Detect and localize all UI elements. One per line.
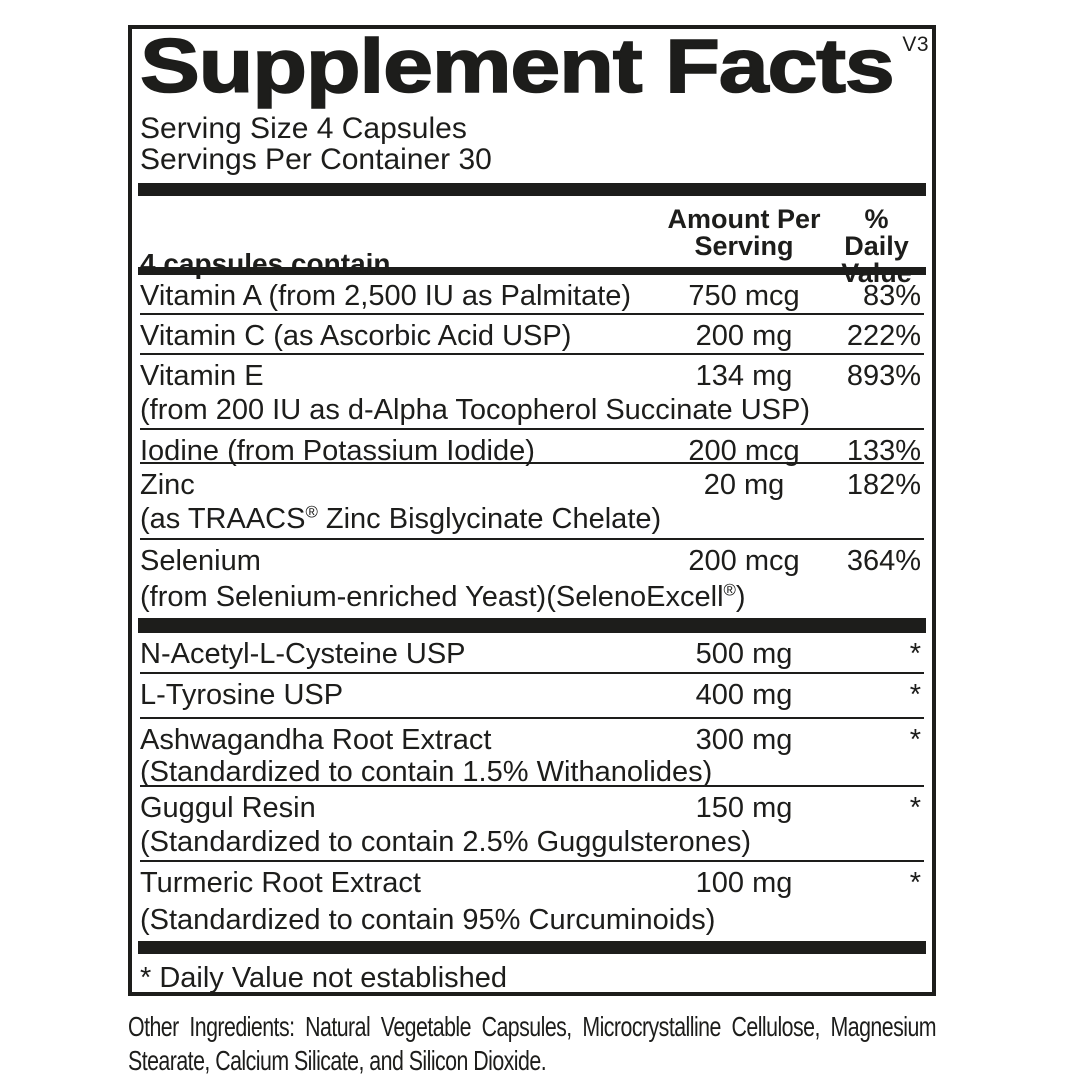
ingredient-name: Guggul Resin <box>140 792 316 824</box>
ingredient-daily-value: 222% <box>846 320 921 352</box>
vitamins-minerals-section <box>140 275 924 618</box>
ingredient-name: Vitamin A (from 2,500 IU as Palmitate) <box>140 280 632 312</box>
divider-thick-top <box>138 183 926 196</box>
ingredient-amount: 100 mg <box>695 867 793 899</box>
ingredient-name: Vitamin E <box>140 360 264 392</box>
ingredient-daily-value: 893% <box>846 360 921 392</box>
ingredient-daily-value: * <box>909 638 921 670</box>
table-row <box>140 672 924 717</box>
ingredient-name: N-Acetyl-L-Cysteine USP <box>140 638 466 670</box>
table-row <box>140 275 924 313</box>
ingredient-amount: 150 mg <box>695 792 793 824</box>
ingredient-amount: 500 mg <box>695 638 793 670</box>
ingredient-name: Selenium <box>140 545 261 577</box>
table-row <box>140 633 924 672</box>
ingredient-daily-value: * <box>909 679 921 711</box>
ingredient-source-note: (from 200 IU as d-Alpha Tocopherol Succinate USP) <box>140 393 811 426</box>
header-amount-line2: Serving <box>694 231 794 261</box>
ingredient-name: L-Tyrosine USP <box>140 679 344 711</box>
serving-size: Serving Size 4 Capsules <box>140 112 467 145</box>
supplement-facts-panel <box>128 25 936 996</box>
ingredient-name: Ashwagandha Root Extract <box>140 724 492 756</box>
divider-thick-bottom <box>138 941 926 954</box>
other-ingredients <box>128 1010 936 1078</box>
table-row <box>140 860 924 941</box>
ingredient-daily-value: 133% <box>846 435 921 467</box>
ingredient-source-note: (from Selenium-enriched Yeast)(SelenoExcell®) <box>140 580 746 613</box>
ingredient-standardization-note: (Standardized to contain 95% Curcuminoids) <box>140 903 716 936</box>
header-dv-line2: Value <box>841 258 912 288</box>
ingredient-amount: 400 mg <box>695 679 793 711</box>
table-row <box>140 428 924 467</box>
ingredient-daily-value: 83% <box>862 280 921 312</box>
header-daily-value <box>829 196 924 287</box>
table-header-row <box>140 196 924 288</box>
table-row <box>140 717 924 788</box>
ingredient-amount: 200 mg <box>695 320 793 352</box>
version-tag: V3 <box>902 33 929 56</box>
ingredient-amount: 750 mcg <box>688 280 800 312</box>
header-amount-line1: Amount Per <box>667 204 821 234</box>
table-row <box>140 353 924 428</box>
table-row <box>140 313 924 353</box>
ingredient-standardization-note: (Standardized to contain 2.5% Guggulsterones) <box>140 825 751 858</box>
ingredient-amount: 20 mg <box>703 469 785 501</box>
panel-title: Supplement Facts <box>140 24 894 109</box>
serving-info <box>140 113 924 175</box>
ingredient-daily-value: * <box>909 867 921 899</box>
ingredient-amount: 134 mg <box>695 360 793 392</box>
other-ingredients-line1: Other Ingredients: Natural Vegetable Capsules, Microcrystalline Cellulose, Magnesium <box>128 1011 937 1042</box>
other-ingredients-line2: Stearate, Calcium Silicate, and Silicon Dioxide. <box>128 1045 547 1076</box>
botanicals-section <box>140 633 924 941</box>
divider-thick-middle <box>138 618 926 633</box>
ingredient-daily-value: * <box>909 792 921 824</box>
table-row <box>140 785 924 860</box>
header-amount-per-serving <box>659 196 829 260</box>
servings-per-container: Servings Per Container 30 <box>140 143 492 176</box>
header-capsules-contain: 4 capsules contain <box>140 248 391 279</box>
daily-value-footnote: * Daily Value not established <box>140 962 508 994</box>
ingredient-daily-value: 364% <box>846 545 921 577</box>
header-dv-line1: % Daily <box>844 204 909 261</box>
ingredient-daily-value: * <box>909 724 921 756</box>
ingredient-name: Vitamin C (as Ascorbic Acid USP) <box>140 320 572 352</box>
ingredient-amount: 200 mcg <box>688 545 800 577</box>
ingredient-name: Zinc <box>140 469 195 501</box>
ingredient-name: Turmeric Root Extract <box>140 867 421 899</box>
ingredient-daily-value: 182% <box>846 469 921 501</box>
ingredient-amount: 200 mcg <box>688 435 800 467</box>
table-row <box>140 538 924 618</box>
ingredient-amount: 300 mg <box>695 724 793 756</box>
ingredient-standardization-note: (Standardized to contain 1.5% Withanolides) <box>140 756 713 788</box>
ingredient-source-note: (as TRAACS® Zinc Bisglycinate Chelate) <box>140 502 662 535</box>
panel-inner <box>132 24 932 996</box>
table-row <box>140 462 924 538</box>
ingredient-name: Iodine (from Potassium Iodide) <box>140 435 535 467</box>
